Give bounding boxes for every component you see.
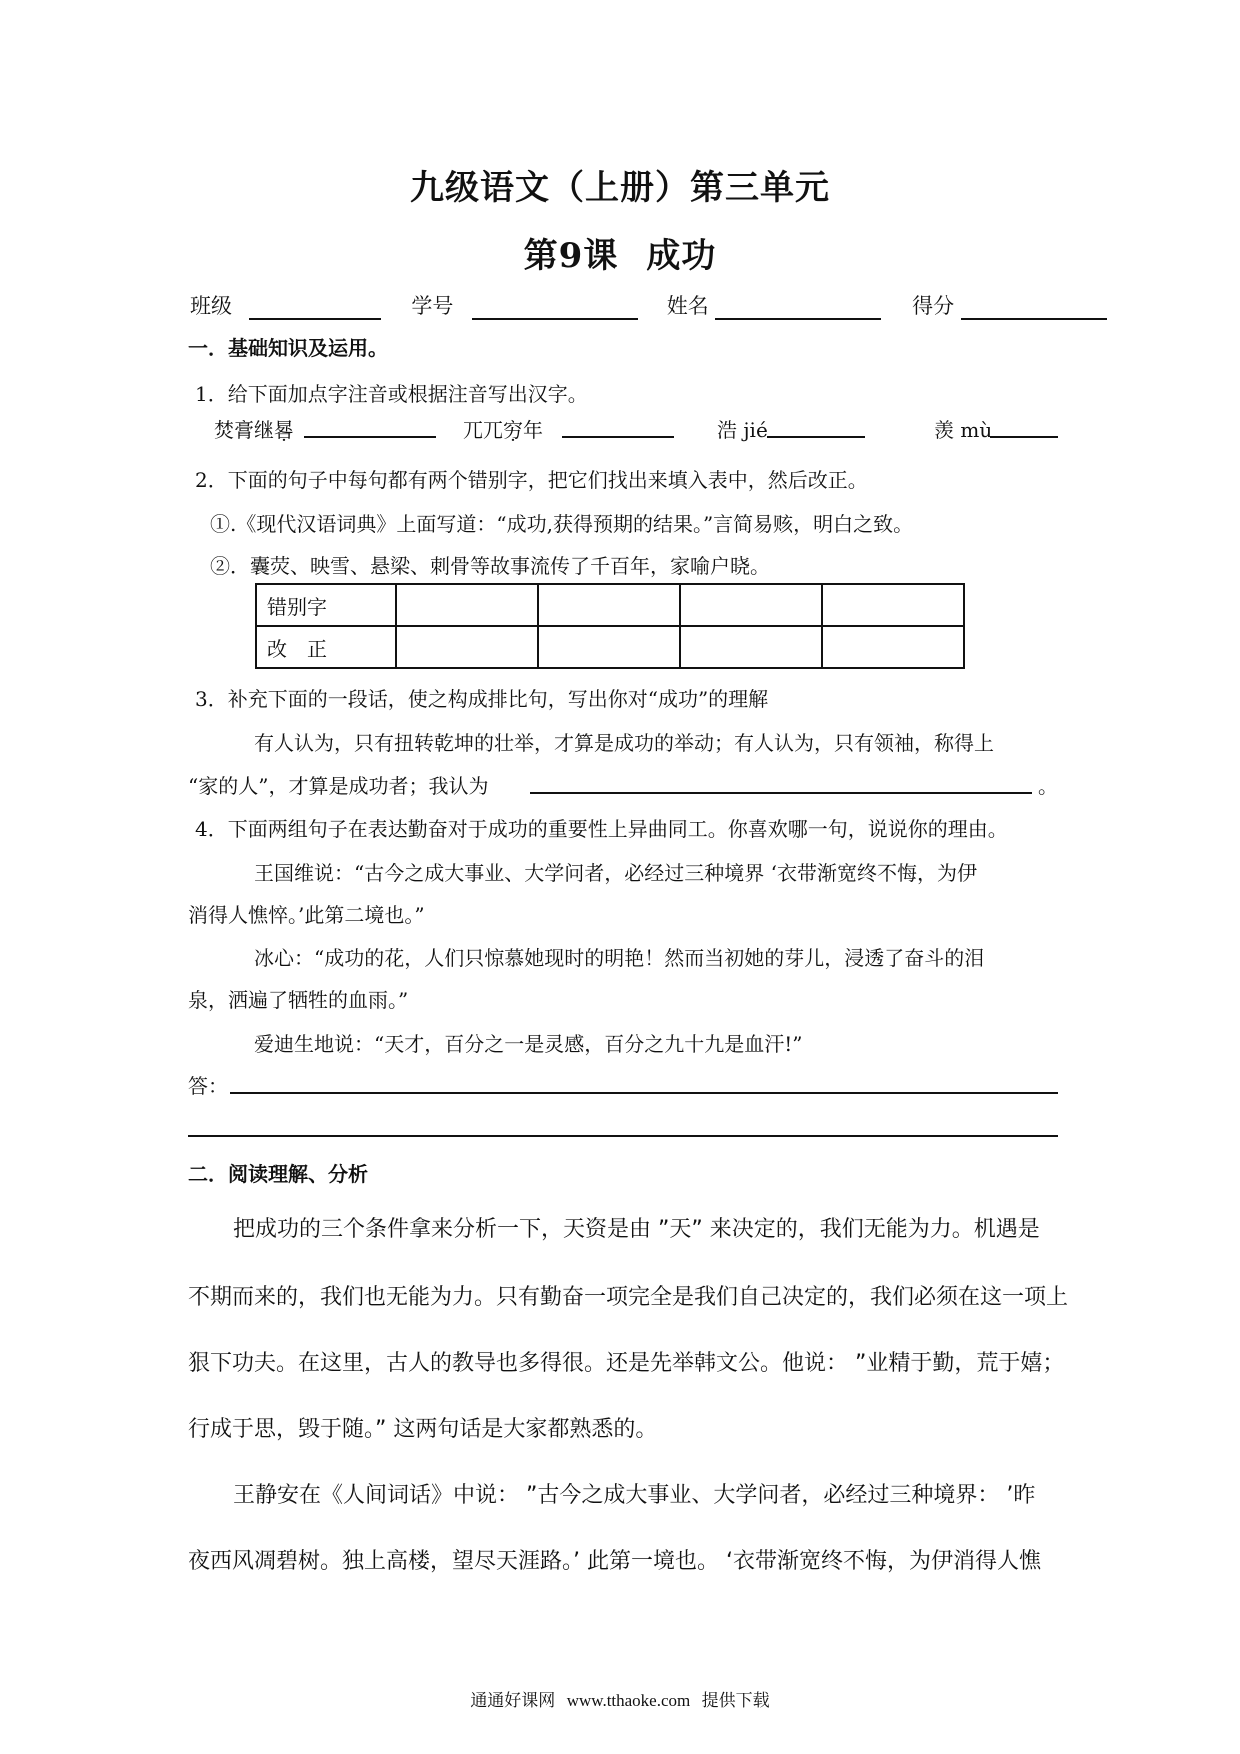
section2-heading: 二．阅读理解、分析 [188,1162,368,1186]
reading-line: 王静安在《人间词话》中说： ”古今之成大事业、大学问者，必经过三种境界： ’昨 [233,1483,1036,1508]
q4-quote2-line1: 冰心：“成功的花，人们只惊慕她现时的明艳！然而当初她的芽儿，浸透了奋斗的泪 [254,946,985,970]
q4-quote1-line1: 王国维说：“古今之成大事业、大学问者，必经过三种境界 ‘衣带渐宽终不悔，为伊 [254,861,977,885]
q1-blank1[interactable] [304,414,436,438]
answer-line-2[interactable] [188,1135,1058,1137]
class-blank[interactable] [249,296,381,320]
student-id-blank[interactable] [472,296,638,320]
table-row [256,626,964,668]
student-info-row [190,290,1060,320]
table-cell[interactable] [822,626,964,668]
q3-line1: 有人认为，只有扭转乾坤的壮举，才算是成功的举动；有人认为，只有领袖，称得上 [254,731,994,755]
q2-prompt: 2．下面的句子中每句都有两个错别字，把它们找出来填入表中，然后改正。 [195,468,868,492]
lesson-title [0,228,1240,277]
q2-sentence2: ②．囊荧、映雪、悬梁、刺骨等故事流传了千百年，家喻户晓。 [210,554,770,578]
table-cell[interactable] [822,584,964,626]
table-row [256,584,964,626]
table-cell[interactable] [538,584,680,626]
table-header-wrong: 错别字 [256,584,396,626]
table-cell[interactable] [680,584,822,626]
q3-period: 。 [1038,774,1058,798]
q4-prompt: 4．下面两组句子在表达勤奋对于成功的重要性上异曲同工。你喜欢哪一句，说说你的理由。 [195,817,1008,841]
q1-prompt: 1．给下面加点字注音或根据注音写出汉字。 [195,382,588,406]
score-label: 得分 [912,294,955,318]
q2-sentence1: ①.《现代汉语词典》上面写道：“成功,获得预期的结果。”言简易赅，明白之致。 [210,512,914,536]
score-blank[interactable] [961,296,1107,320]
lesson-number: 第9课 [523,236,619,276]
q4-quote3: 爱迪生地说：“天才，百分之一是灵感，百分之九十九是血汗!” [254,1032,803,1056]
q1-blank4[interactable] [990,414,1058,438]
footer-download-text: 提供下载 [701,1691,770,1711]
table-cell[interactable] [396,626,538,668]
table-cell[interactable] [396,584,538,626]
q1-blank2[interactable] [562,414,674,438]
answer-line-1[interactable] [230,1092,1058,1094]
reading-line: 不期而来的，我们也无能为力。只有勤奋一项完全是我们自己决定的，我们必须在这一项上 [188,1285,1069,1310]
table-cell[interactable] [680,626,822,668]
dotted-char: 穷 [503,418,523,442]
q3-line2: “家的人”，才算是成功者；我认为 [188,774,489,798]
name-blank[interactable] [715,296,881,320]
reading-line: 狠下功夫。在这里，古人的教导也多得很。还是先举韩文公。他说： ”业精于勤，荒于嬉； [188,1351,1065,1376]
reading-line: 夜西风凋碧树。独上高楼，望尽天涯路。’ 此第一境也。 ‘衣带渐宽终不悔，为伊消得人憔 [188,1549,1041,1574]
student-id-label: 学号 [411,294,454,318]
q1-blank3[interactable] [767,414,865,438]
footer-site-name: 通通好课网 [470,1691,556,1711]
name-label: 姓名 [666,294,709,318]
q1-item1: 焚膏继晷 [214,418,294,442]
q1-item3: 浩 jié [717,418,768,442]
q1-item2: 兀兀穷年 [463,418,543,442]
reading-line: 行成于思，毁于随。” 这两句话是大家都熟悉的。 [188,1417,658,1442]
page-title: 九级语文（上册）第三单元 [410,168,830,208]
q1-item4: 羡 mù [934,418,993,442]
class-label: 班级 [190,294,232,318]
q4-quote1-line2: 消得人憔悴。’此第二境也。” [188,903,425,927]
correction-table [255,583,965,669]
table-header-correct: 改 正 [256,626,396,668]
page-footer [0,1686,1240,1711]
footer-url[interactable]: www.tthaoke.com [566,1691,691,1710]
q4-quote2-line2: 泉，洒遍了牺牲的血雨。” [188,988,409,1012]
reading-line: 把成功的三个条件拿来分析一下，天资是由 ”天” 来决定的，我们无能为力。机遇是 [233,1217,1040,1242]
section1-heading: 一．基础知识及运用。 [188,336,388,360]
answer-label: 答： [188,1074,228,1098]
q3-answer-blank[interactable] [530,770,1032,794]
lesson-name: 成功 [646,236,717,276]
q3-prompt: 3．补充下面的一段话，使之构成排比句，写出你对“成功”的理解 [195,687,769,711]
dotted-char: 晷 [274,418,294,442]
table-cell[interactable] [538,626,680,668]
